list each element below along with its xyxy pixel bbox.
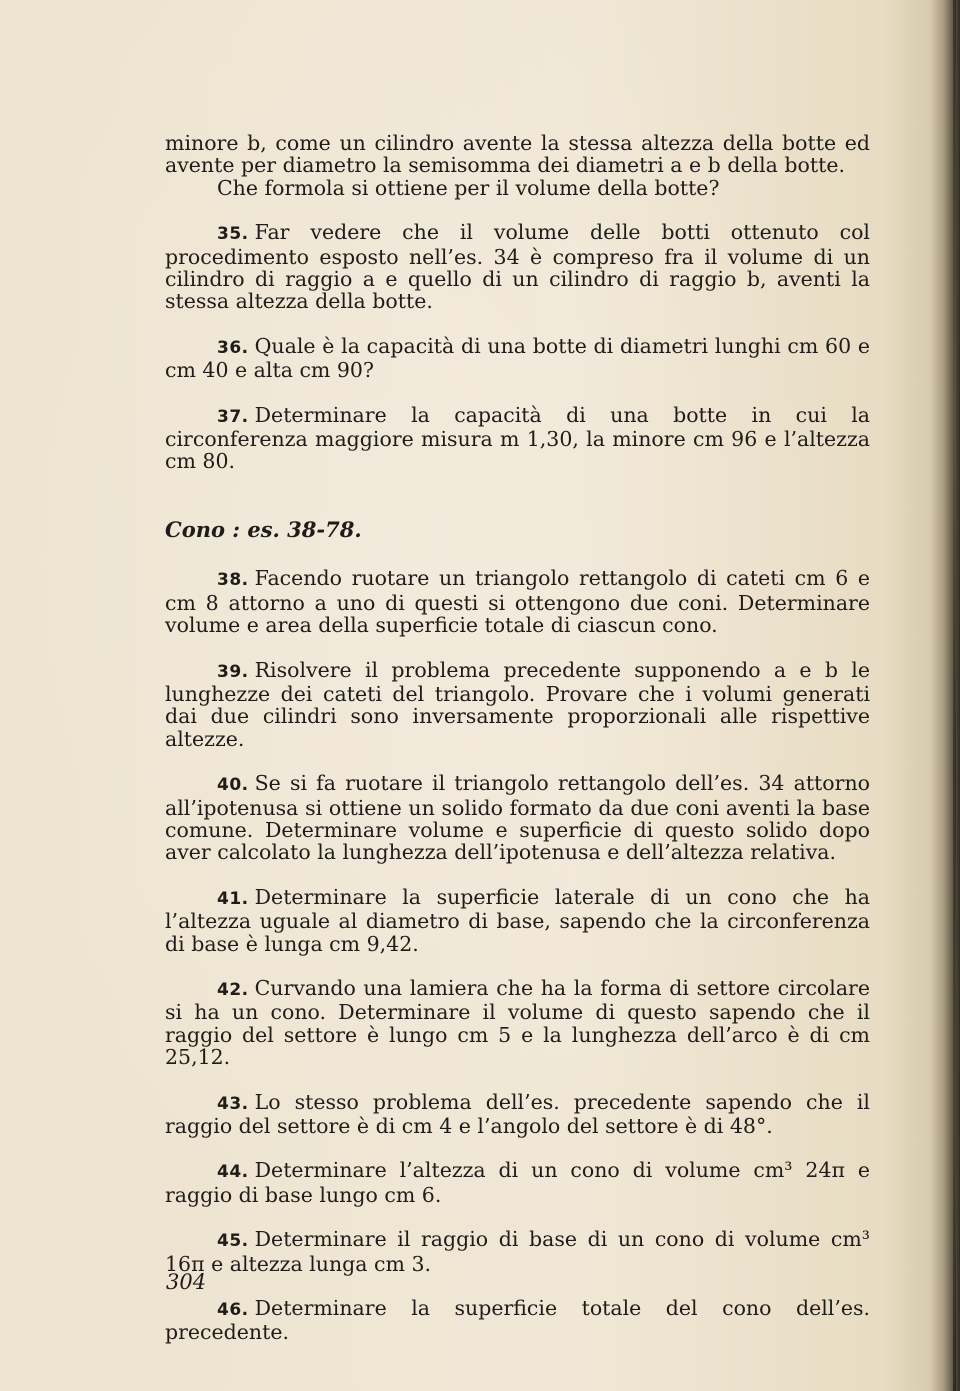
section-heading: Cono : es. 38-78. [165, 516, 362, 542]
exercise-42 [165, 977, 870, 1069]
exercise-number: 46. [217, 1300, 249, 1321]
exercise-text: Se si fa ruotare il triangolo rettangolo dell’es. 34 attorno all’ipotenusa si ottiene un solido formato da due coni aventi la base comune. Determinare volume e superficie di questo solido dopo aver calcolato la lunghezza dell’ipotenusa e dell’altezza relativa. [165, 771, 870, 865]
intro-paragraph [165, 132, 870, 199]
exercise-45 [165, 1228, 870, 1275]
exercise-number: 38. [217, 570, 249, 591]
intro-line-2: Che formola si ottiene per il volume della botte? [217, 175, 720, 200]
exercise-40 [165, 772, 870, 864]
exercise-36 [165, 335, 870, 382]
exercise-number: 35. [217, 224, 249, 245]
exercise-text: Quale è la capacità di una botte di diametri lunghi cm 60 e cm 40 e alta cm 90? [165, 333, 870, 383]
exercise-text: Facendo ruotare un triangolo rettangolo di cateti cm 6 e cm 8 attorno a uno di questi si ottengono due coni. Determinare volume e area della superficie totale di ciascun cono. [165, 566, 870, 638]
exercise-number: 41. [217, 888, 249, 909]
exercise-text: Lo stesso problema dell’es. precedente sapendo che il raggio del settore è di cm 4 e l’angolo del settore è di 48°. [165, 1089, 870, 1138]
intro-line-1: minore b, come un cilindro avente la stessa altezza della botte ed avente per diametro la semisomma dei diametri a e b della botte. [165, 131, 870, 178]
exercise-38 [165, 567, 870, 636]
exercise-37 [165, 404, 870, 473]
exercise-number: 45. [217, 1231, 249, 1252]
exercise-35 [165, 221, 870, 313]
exercise-number: 44. [217, 1162, 249, 1183]
book-spine-edge [953, 0, 956, 1391]
exercise-text: Risolvere il problema precedente supponendo a e b le lunghezze dei cateti del triangolo. Provare che i volumi generati dai due cilindri sono inversamente proporzionali alle rispettive altezze. [165, 657, 870, 751]
exercise-39 [165, 659, 870, 751]
exercise-number: 43. [217, 1093, 249, 1114]
exercise-text: Determinare la capacità di una botte in cui la circonferenza maggiore misura m 1,30, la minore cm 96 e l’altezza cm 80. [165, 402, 870, 474]
exercise-text: Determinare l’altezza di un cono di volume cm³ 24π e raggio di base lungo cm 6. [165, 1158, 870, 1207]
exercise-number: 37. [217, 406, 249, 427]
page-number: 304 [166, 1270, 207, 1294]
exercise-text: Determinare la superficie laterale di un cono che ha l’altezza uguale al diametro di base, sapendo che la circonferenza di base è lunga cm 9,42. [165, 884, 870, 956]
exercise-43 [165, 1091, 870, 1138]
exercise-44 [165, 1159, 870, 1206]
exercise-text: Determinare la superficie totale del cono dell’es. precedente. [165, 1296, 870, 1345]
exercise-41 [165, 886, 870, 955]
exercise-text: Far vedere che il volume delle botti ottenuto col procedimento esposto nell’es. 34 è compreso fra il volume di un cilindro di raggio a e quello di un cilindro di raggio b, aventi la stessa altezza della botte. [165, 220, 870, 314]
exercise-text: Curvando una lamiera che ha la forma di settore circolare si ha un cono. Determinare il volume di questo sapendo che il raggio del settore è lungo cm 5 e la lunghezza dell’arco è di cm 25,12. [165, 975, 870, 1070]
exercise-number: 36. [217, 337, 249, 358]
exercise-number: 40. [217, 775, 249, 796]
exercise-text: Determinare il raggio di base di un cono di volume cm³ 16π e altezza lunga cm 3. [165, 1227, 870, 1276]
page-content [165, 132, 870, 1366]
exercise-number: 42. [217, 979, 249, 1000]
exercise-number: 39. [217, 661, 249, 682]
exercise-46 [165, 1297, 870, 1344]
